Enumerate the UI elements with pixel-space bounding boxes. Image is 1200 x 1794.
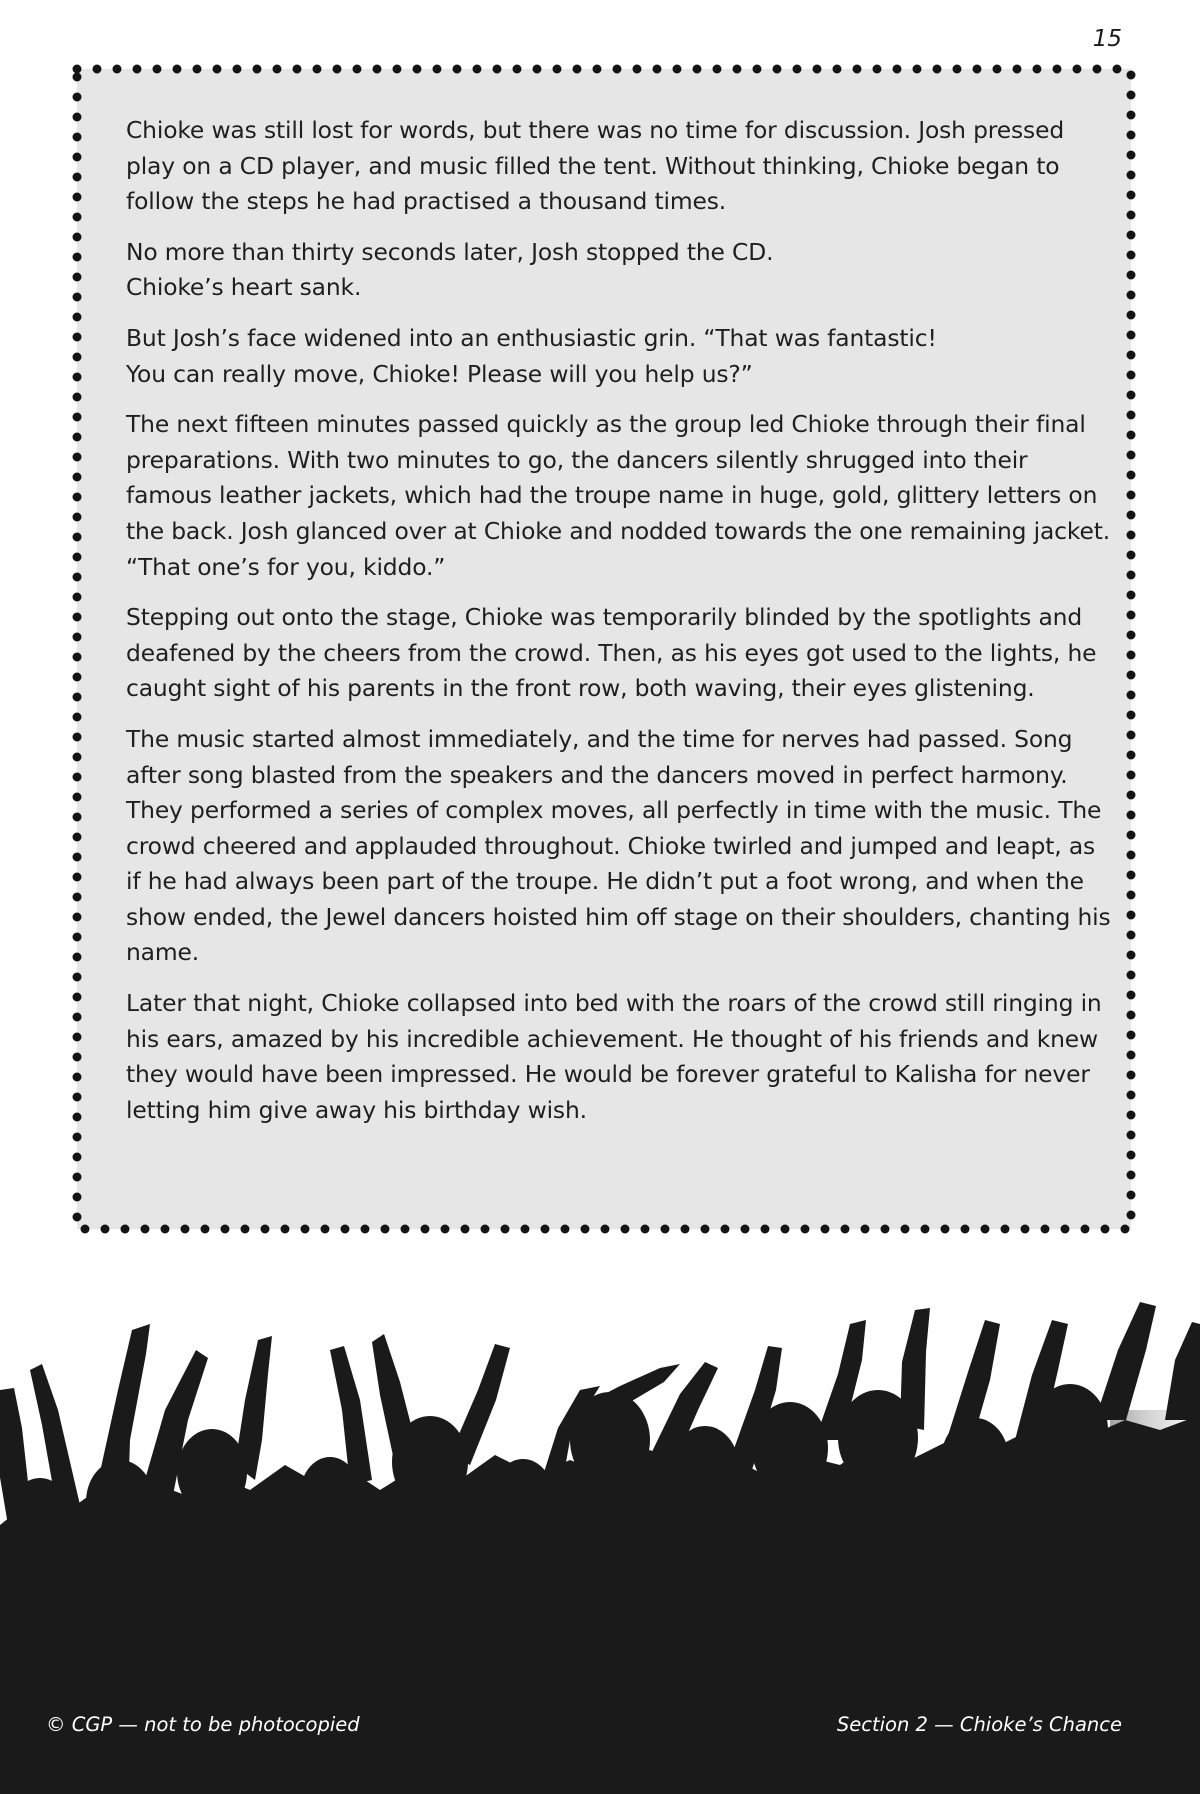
- story-paragraph-2: No more than thirty seconds later, Josh stopped the CD. Chioke’s heart sank.: [126, 237, 774, 302]
- story-paragraph-5: Stepping out onto the stage, Chioke was temporarily blinded by the spotlights and deafened by the cheers from the crowd. Then, as his eyes got used to the lights, he caught sight of his parents in the front row, both waving, their eyes glistening.: [126, 603, 1097, 703]
- story-paragraph-6: The music started almost immediately, and the time for nerves had passed. Song after song blasted from the speakers and the dancers moved in perfect harmony. They performed a series of complex moves, all perfectly in time with the music. The crowd cheered and applauded throughout. Chioke twirled and jumped and leapt, as if he had always been part of the troupe. He didn’t put a foot wrong, and when the show ended, the Jewel dancers hoisted him off stage on their shoulders, chanting his name.: [126, 724, 1111, 967]
- story-text: [126, 113, 1111, 1143]
- story-paragraph-3: But Josh’s face widened into an enthusiastic grin. “That was fantastic! You can really move, Chioke! Please will you help us?”: [126, 323, 937, 388]
- story-paragraph-7: Later that night, Chioke collapsed into bed with the roars of the crowd still ringing in his ears, amazed by his incredible achievement. He thought of his friends and knew they would have been impressed. He would be forever grateful to Kalisha for never letting him give away his birthday wish.: [126, 989, 1102, 1124]
- story-box: [77, 69, 1131, 1229]
- page-number: 15: [1092, 26, 1122, 52]
- footer-copyright: © CGP — not to be photocopied: [46, 1713, 360, 1736]
- story-paragraph-1: Chioke was still lost for words, but there was no time for discussion. Josh pressed play on a CD player, and music filled the tent. Without thinking, Chioke began to follow the steps he had practised a thousand times.: [126, 116, 1065, 216]
- story-paragraph-4: The next fifteen minutes passed quickly as the group led Chioke through their final preparations. With two minutes to go, the dancers silently shrugged into their famous leather jackets, which had the troupe name in huge, gold, glittery letters on the back. Josh glanced over at Chioke and nodded towards the one remaining jacket. “That one’s for you, kiddo.”: [126, 410, 1111, 581]
- footer-section-title: Section 2 — Chioke’s Chance: [836, 1713, 1122, 1736]
